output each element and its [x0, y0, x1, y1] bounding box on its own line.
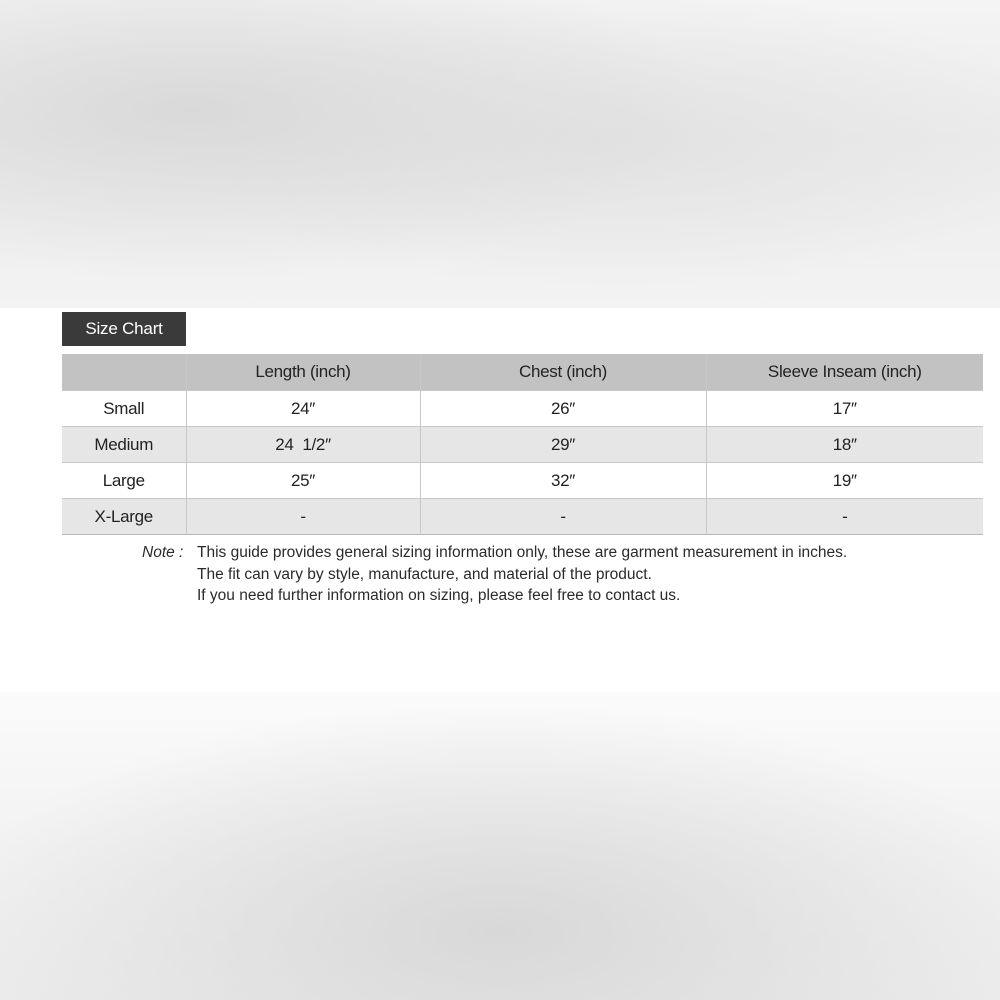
sleeve-value: 18″	[706, 427, 983, 463]
note-line: The fit can vary by style, manufacture, and material of the product.	[197, 565, 652, 583]
size-label: X-Large	[62, 499, 186, 535]
length-value: 24 1/2″	[186, 427, 420, 463]
sleeve-value: -	[706, 499, 983, 535]
chest-value: 29″	[420, 427, 706, 463]
size-label: Small	[62, 391, 186, 427]
note-text	[197, 542, 957, 607]
table-row	[62, 391, 983, 427]
chest-value: 32″	[420, 463, 706, 499]
chest-value: -	[420, 499, 706, 535]
header-chest: Chest (inch)	[420, 354, 706, 391]
table-row	[62, 499, 983, 535]
length-value: 24″	[186, 391, 420, 427]
blurred-background-bottom	[0, 692, 1000, 1000]
note-line: This guide provides general sizing information only, these are garment measurement in inches.	[197, 544, 848, 561]
note-line: If you need further information on sizing, please feel free to contact us.	[197, 587, 681, 604]
blurred-background-top	[0, 0, 1000, 308]
length-value: 25″	[186, 463, 420, 499]
size-label: Medium	[62, 427, 186, 463]
table-row	[62, 427, 983, 463]
note-label: Note :	[142, 544, 184, 561]
size-table	[62, 354, 983, 535]
header-sleeve-inseam: Sleeve Inseam (inch)	[706, 354, 983, 391]
length-value: -	[186, 499, 420, 535]
header-length: Length (inch)	[186, 354, 420, 391]
header-size	[62, 354, 186, 391]
sleeve-value: 17″	[706, 391, 983, 427]
size-chart-sheet	[0, 308, 1000, 692]
sleeve-value: 19″	[706, 463, 983, 499]
size-chart-title: Size Chart	[62, 312, 186, 346]
chest-value: 26″	[420, 391, 706, 427]
size-label: Large	[62, 463, 186, 499]
table-row	[62, 463, 983, 499]
table-header-row	[62, 354, 983, 391]
